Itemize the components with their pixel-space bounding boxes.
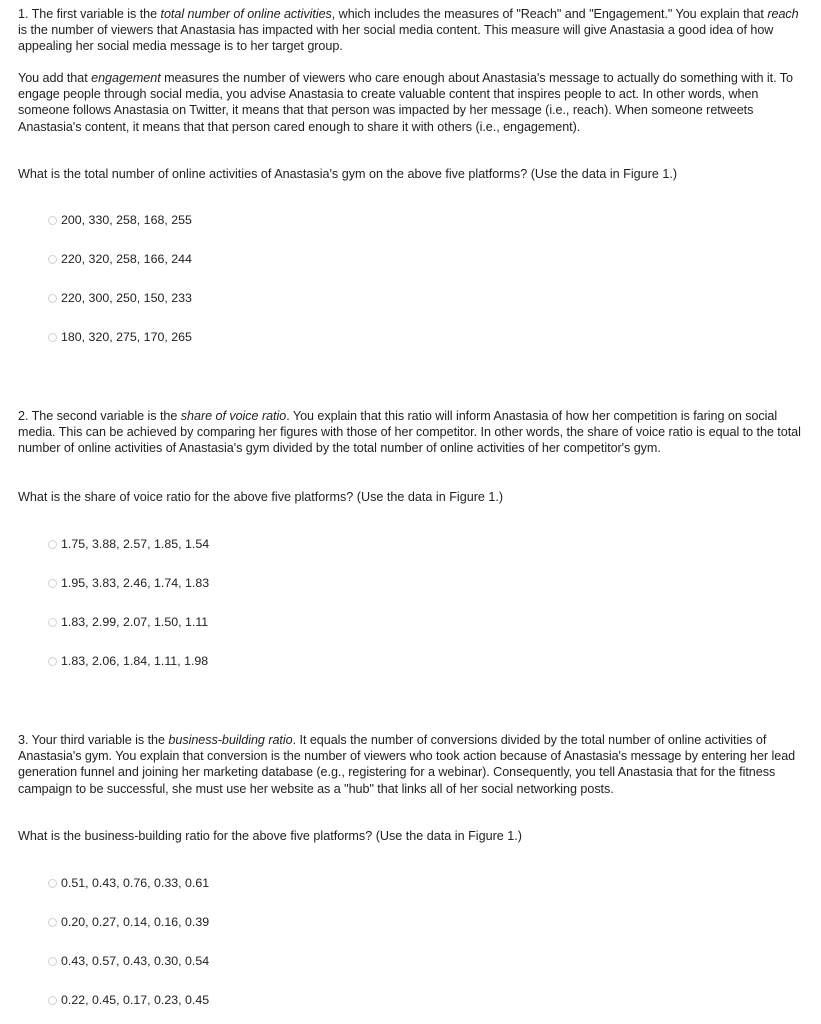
radio-button-icon[interactable]: [48, 216, 57, 225]
q3-option-4[interactable]: 0.22, 0.45, 0.17, 0.23, 0.45: [48, 991, 209, 1009]
question-2-prompt: What is the share of voice ratio for the above five platforms? (Use the data in Figure 1.): [18, 490, 504, 504]
q2-option-4[interactable]: 1.83, 2.06, 1.84, 1.11, 1.98: [48, 652, 208, 670]
question-3-intro: 3. Your third variable is the business-building ratio. It equals the number of conversions divided by the total number of online activities of Anastasia's gym. You explain that conversion is the number of viewers who took action because of Anastasia's message by entering her lead generation funnel and joining her marketing database (e.g., registering for a webinar). Consequently, you tell Anastasia that for the fitness campaign to be successful, she must use her website as a "hub" that links all of her social networking posts.: [18, 733, 796, 796]
q3-option-2[interactable]: 0.20, 0.27, 0.14, 0.16, 0.39: [48, 913, 209, 931]
radio-button-icon[interactable]: [48, 996, 57, 1005]
question-1-prompt: What is the total number of online activities of Anastasia's gym on the above five platforms? (Use the data in Figure 1.): [18, 167, 678, 181]
question-3-prompt: What is the business-building ratio for the above five platforms? (Use the data in Figure 1.): [18, 829, 523, 843]
radio-button-icon[interactable]: [48, 657, 57, 666]
question-2-intro: 2. The second variable is the share of voice ratio. You explain that this ratio will inform Anastasia of how her competition is faring on social media. This can be achieved by comparing her figures with those of her competitor. In other words, the share of voice ratio is equal to the total number of online activities of Anastasia's gym divided by the total number of online activities of her competitor's gym.: [18, 409, 801, 456]
question-1-intro: 1. The first variable is the total number of online activities, which includes the measures of "Reach" and "Engagement." You explain that reach is the number of viewers that Anastasia has impacted with her social media content. This measure will give Anastasia a good idea of how appealing her social media message is to her target group.: [18, 7, 799, 54]
q3-option-3[interactable]: 0.43, 0.57, 0.43, 0.30, 0.54: [48, 952, 209, 970]
radio-button-icon[interactable]: [48, 618, 57, 627]
radio-button-icon[interactable]: [48, 918, 57, 927]
question-2: [18, 408, 808, 457]
q3-option-1[interactable]: 0.51, 0.43, 0.76, 0.33, 0.61: [48, 874, 209, 892]
q2-option-1[interactable]: 1.75, 3.88, 2.57, 1.85, 1.54: [48, 535, 209, 553]
radio-button-icon[interactable]: [48, 957, 57, 966]
radio-button-icon[interactable]: [48, 579, 57, 588]
q2-option-3[interactable]: 1.83, 2.99, 2.07, 1.50, 1.11: [48, 613, 208, 631]
question-1-explanation: You add that engagement measures the number of viewers who care enough about Anastasia's message to actually do something with it. To engage people through social media, you advise Anastasia to create valuable content that inspires people to act. In other words, when someone follows Anastasia on Twitter, it means that that person was impacted by her message (i.e., reach). When someone retweets Anastasia's content, it means that that person cared enough to share it with others (i.e., engagement).: [18, 71, 793, 134]
q1-option-2[interactable]: 220, 320, 258, 166, 244: [48, 250, 192, 268]
q1-option-1[interactable]: 200, 330, 258, 168, 255: [48, 211, 192, 229]
radio-button-icon[interactable]: [48, 294, 57, 303]
question-3: [18, 732, 808, 797]
q1-option-3[interactable]: 220, 300, 250, 150, 233: [48, 289, 192, 307]
radio-button-icon[interactable]: [48, 333, 57, 342]
radio-button-icon[interactable]: [48, 540, 57, 549]
question-1: [18, 6, 808, 55]
radio-button-icon[interactable]: [48, 255, 57, 264]
q2-option-2[interactable]: 1.95, 3.83, 2.46, 1.74, 1.83: [48, 574, 209, 592]
q1-option-4[interactable]: 180, 320, 275, 170, 265: [48, 328, 192, 346]
radio-button-icon[interactable]: [48, 879, 57, 888]
